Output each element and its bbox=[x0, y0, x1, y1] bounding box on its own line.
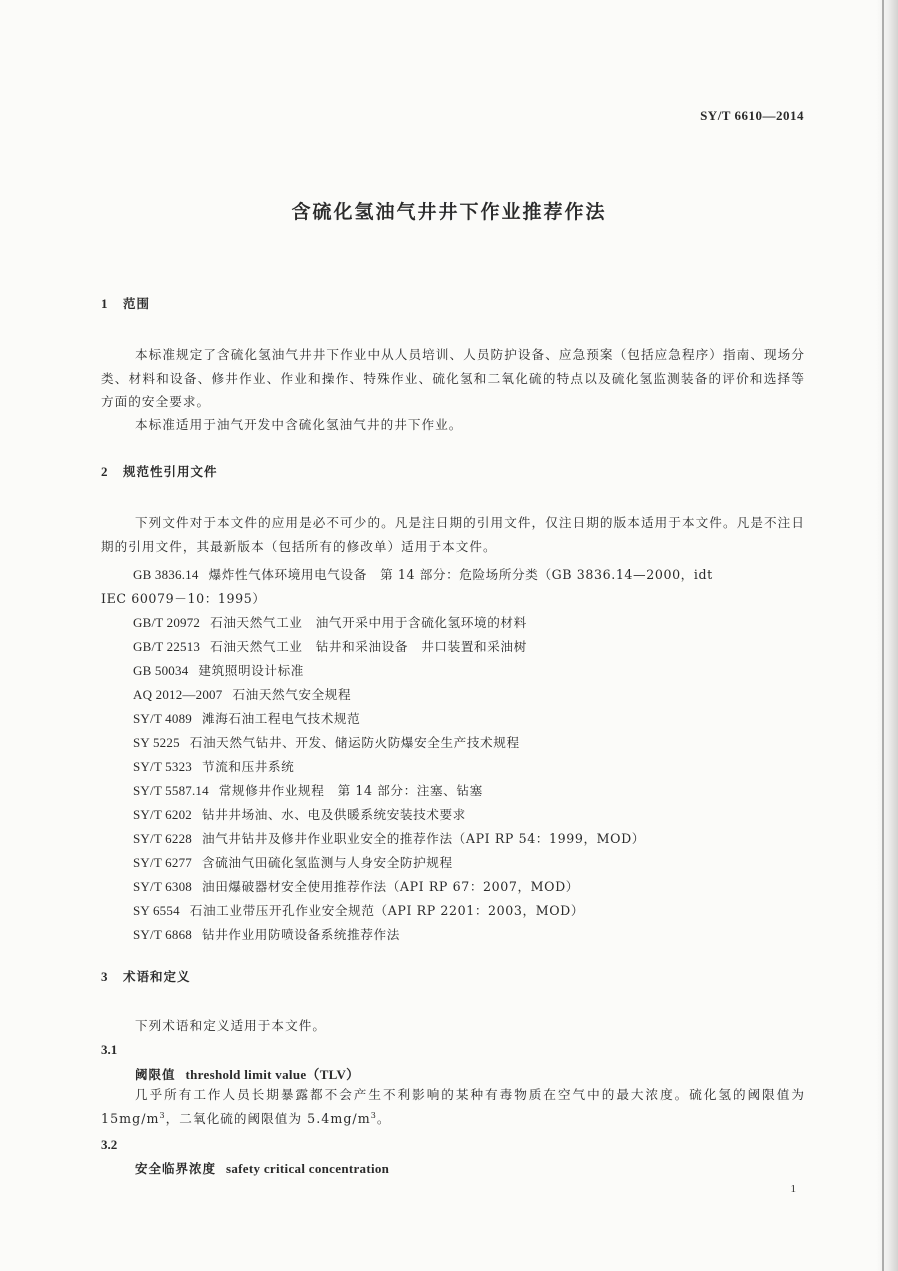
definition-3-1 bbox=[101, 1083, 805, 1130]
section-1-heading bbox=[101, 294, 150, 312]
section-3-heading bbox=[101, 967, 191, 985]
reference-title: 节流和压井系统 bbox=[202, 759, 295, 774]
reference-code: SY/T 6308 bbox=[133, 879, 192, 894]
term-english: safety critical concentration bbox=[226, 1161, 390, 1176]
scope-paragraph-2: 本标准适用于油气开发中含硫化氢油气井的井下作业。 bbox=[135, 417, 463, 432]
reference-code: SY/T 6228 bbox=[133, 831, 192, 846]
reference-item bbox=[101, 779, 811, 803]
section-title: 规范性引用文件 bbox=[123, 464, 218, 479]
reference-title: 钻井井场油、水、电及供暖系统安装技术要求 bbox=[202, 807, 466, 822]
reference-item bbox=[101, 899, 811, 923]
reference-title: 油田爆破器材安全使用推荐作法（API RP 67：2007，MOD） bbox=[202, 879, 579, 894]
reference-code: SY/T 6202 bbox=[133, 807, 192, 822]
term-english: threshold limit value（TLV） bbox=[185, 1067, 360, 1082]
reference-code: GB 50034 bbox=[133, 663, 189, 678]
reference-code: GB/T 22513 bbox=[133, 639, 201, 654]
standard-code: SY/T 6610—2014 bbox=[700, 108, 804, 123]
superscript: 3 bbox=[159, 1110, 166, 1120]
term-3-2 bbox=[135, 1159, 389, 1177]
definition-text-part-1: 几乎所有工作人员长期暴露都不会产生不利影响的某种有毒物质在空气中的最大浓度。硫化氢的阈限值为 15mg/m bbox=[101, 1087, 805, 1126]
definition-text-part-3: 。 bbox=[376, 1110, 391, 1126]
reference-code: SY/T 5587.14 bbox=[133, 783, 209, 798]
reference-item bbox=[101, 851, 811, 875]
references-intro: 下列文件对于本文件的应用是必不可少的。凡是注日期的引用文件，仅注日期的版本适用于本文件。凡是不注日期的引用文件，其最新版本（包括所有的修改单）适用于本文件。 bbox=[101, 515, 805, 554]
reference-code: SY/T 6277 bbox=[133, 855, 192, 870]
reference-code: SY/T 6868 bbox=[133, 927, 192, 942]
reference-code: GB 3836.14 bbox=[133, 567, 199, 582]
reference-title: 常规修井作业规程 第 14 部分：注塞、钻塞 bbox=[218, 783, 483, 798]
clause-number-3-2: 3.2 bbox=[101, 1137, 118, 1152]
section-title: 范围 bbox=[123, 296, 151, 311]
section-title: 术语和定义 bbox=[123, 969, 191, 984]
reference-code: GB/T 20972 bbox=[133, 615, 201, 630]
reference-title: 油气井钻井及修井作业职业安全的推荐作法（API RP 54：1999，MOD） bbox=[202, 831, 645, 846]
section-2-heading bbox=[101, 462, 218, 480]
reference-title: 含硫油气田硫化氢监测与人身安全防护规程 bbox=[202, 855, 453, 870]
reference-title-continuation: IEC 60079－10：1995） bbox=[101, 591, 266, 606]
term-chinese: 阈限值 bbox=[135, 1067, 176, 1082]
reference-item bbox=[101, 731, 811, 755]
reference-item bbox=[101, 755, 811, 779]
reference-title: 石油工业带压开孔作业安全规范（API RP 2201：2003，MOD） bbox=[189, 903, 585, 918]
reference-title: 滩海石油工程电气技术规范 bbox=[202, 711, 361, 726]
page-number: 1 bbox=[790, 1183, 796, 1195]
term-3-1 bbox=[135, 1064, 359, 1083]
terms-intro: 下列术语和定义适用于本文件。 bbox=[135, 1018, 327, 1033]
reference-code: SY 5225 bbox=[133, 735, 180, 750]
reference-item bbox=[101, 683, 811, 707]
reference-title: 石油天然气工业 油气开采中用于含硫化氢环境的材料 bbox=[210, 615, 527, 630]
reference-title: 石油天然气钻井、开发、储运防火防爆安全生产技术规程 bbox=[189, 735, 520, 750]
reference-item bbox=[101, 659, 811, 683]
reference-title: 爆炸性气体环境用电气设备 第 14 部分：危险场所分类（GB 3836.14—2000，idt bbox=[208, 567, 713, 582]
reference-item bbox=[101, 611, 811, 635]
reference-title: 石油天然气安全规程 bbox=[232, 687, 352, 702]
reference-code: SY/T 5323 bbox=[133, 759, 192, 774]
reference-item bbox=[101, 707, 811, 731]
definition-text-part-2: ，二氧化硫的阈限值为 5.4mg/m bbox=[165, 1110, 371, 1126]
reference-code: SY/T 4089 bbox=[133, 711, 192, 726]
scope-paragraph-1: 本标准规定了含硫化氢油气井井下作业中从人员培训、人员防护设备、应急预案（包括应急程序）指南、现场分类、材料和设备、修井作业、作业和操作、特殊作业、硫化氢和二氧化硫的特点以及硫化氢监测装备的评价和选择等方面的安全要求。 bbox=[101, 347, 805, 409]
reference-item bbox=[101, 803, 811, 827]
reference-item bbox=[101, 923, 811, 947]
reference-item bbox=[101, 635, 811, 659]
reference-title: 石油天然气工业 钻井和采油设备 井口装置和采油树 bbox=[210, 639, 527, 654]
reference-item bbox=[101, 563, 811, 611]
reference-title: 钻井作业用防喷设备系统推荐作法 bbox=[202, 927, 400, 942]
reference-item bbox=[101, 827, 811, 851]
section-number: 1 bbox=[101, 296, 109, 311]
reference-code: AQ 2012—2007 bbox=[133, 687, 223, 702]
reference-title: 建筑照明设计标准 bbox=[198, 663, 304, 678]
reference-code: SY 6554 bbox=[133, 903, 180, 918]
page-edge-shadow bbox=[876, 0, 898, 1271]
superscript: 3 bbox=[370, 1110, 377, 1120]
page-edge-line bbox=[882, 0, 884, 1271]
reference-list bbox=[101, 563, 811, 947]
term-chinese: 安全临界浓度 bbox=[135, 1161, 217, 1176]
reference-item bbox=[101, 875, 811, 899]
section-number: 2 bbox=[101, 464, 109, 479]
section-number: 3 bbox=[101, 969, 109, 984]
clause-number-3-1: 3.1 bbox=[101, 1042, 118, 1057]
document-title: 含硫化氢油气井井下作业推荐作法 bbox=[291, 201, 607, 223]
